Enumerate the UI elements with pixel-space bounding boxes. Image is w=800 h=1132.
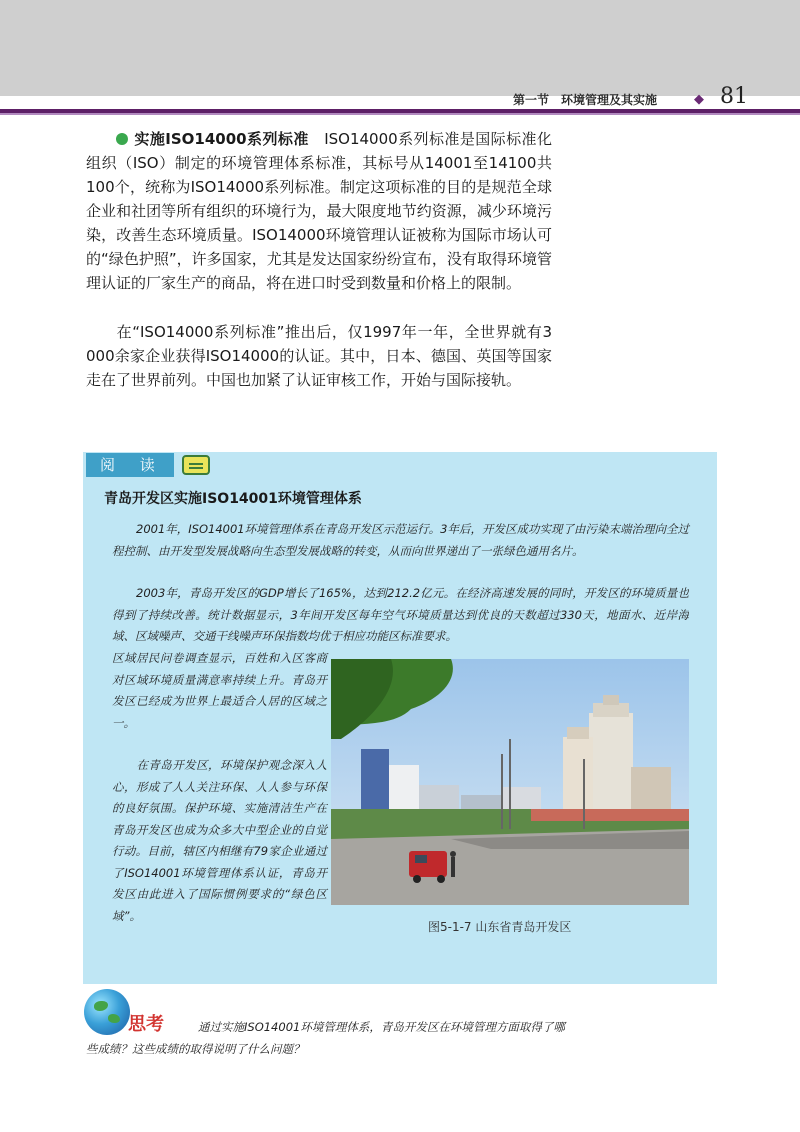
- reading-p1-text: 2001年，ISO14001环境管理体系在青岛开发区示范运行。3年后，开发区成功实现了由污染末端治理向全过程控制、由开发型发展战略向生态型发展战略的转变，从而向世界递出了一张绿色通用名片。: [112, 522, 689, 558]
- think-question: [86, 1016, 566, 1060]
- header-rule-light: [0, 113, 800, 115]
- diamond-icon: ◆: [694, 92, 704, 107]
- section-title: 第一节 环境管理及其实施: [513, 93, 658, 107]
- reading-paragraph-3: 区域居民问卷调查显示，百姓和入区客商对区域环境质量满意率持续上升。青岛开发区已经成为世界上最适合人居的区域之一。: [112, 651, 327, 730]
- top-band: [0, 0, 800, 96]
- reading-label: 阅 读: [86, 453, 174, 477]
- paragraph-1-text: ISO14000系列标准是国际标准化组织（ISO）制定的环境管理体系标准，其标号从14001至14100共100个，统称为ISO14000系列标准。制定这项标准的目的是规范全球企业和社团等所有组织的环境行为，最大限度地节约资源，减少环境污染，改善生态环境质量。ISO14000环境管理认证被称为国际市场认可的“绿色护照”，许多国家，尤其是发达国家纷纷宣布，没有取得环境管理认证的厂家生产的商品，将在进口时受到数量和价格上的限制。: [86, 130, 552, 292]
- reading-paragraph-4: [112, 755, 327, 927]
- qingdao-photo-illustration: [331, 659, 689, 905]
- figure-caption: 图5-1-7 山东省青岛开发区: [428, 920, 572, 934]
- think-question-text: 通过实施ISO14001环境管理体系，青岛开发区在环境管理方面取得了哪些成绩？这些成绩的取得说明了什么问题？: [86, 1020, 565, 1056]
- reading-p4-text: 在青岛开发区，环境保护观念深入人心，形成了人人关注环保、人人参与环保的良好氛围。保护环境、实施清洁生产在青岛开发区也成为众多大中型企业的自觉行动。目前，辖区内相继有79家企业通过了ISO14001环境管理体系认证，青岛开发区由此进入了国际惯例要求的“绿色区域”。: [112, 758, 327, 923]
- think-label: 思考: [128, 1014, 164, 1035]
- paragraph-2-text: 在“ISO14000系列标准”推出后，仅1997年一年，全世界就有3 000余家企业获得ISO14000的认证。其中，日本、德国、英国等国家走在了世界前列。中国也加紧了认证审核工作，开始与国际接轨。: [86, 323, 552, 389]
- bullet-term: 实施ISO14000系列标准: [134, 130, 309, 148]
- reading-title: 青岛开发区实施ISO14001环境管理体系: [104, 491, 362, 507]
- body-paragraph-2: [86, 320, 552, 392]
- reading-p2-text: 2003年，青岛开发区的GDP增长了165%，达到212.2亿元。在经济高速发展的同时，开发区的环境质量也得到了持续改善。统计数据显示，3年间开发区每年空气环境质量达到优良的天数超过330天，地面水、近岸海域、区域噪声、交通干线噪声环保指数均优于相应功能区标准要求。: [112, 586, 689, 643]
- reading-paragraph-1: [112, 519, 689, 562]
- book-icon: [182, 455, 210, 475]
- page-number: 81: [720, 84, 748, 109]
- reading-paragraph-2: [112, 583, 689, 651]
- qingdao-photo: [331, 659, 689, 905]
- body-paragraph-1: [86, 127, 552, 295]
- green-bullet-icon: [116, 133, 128, 145]
